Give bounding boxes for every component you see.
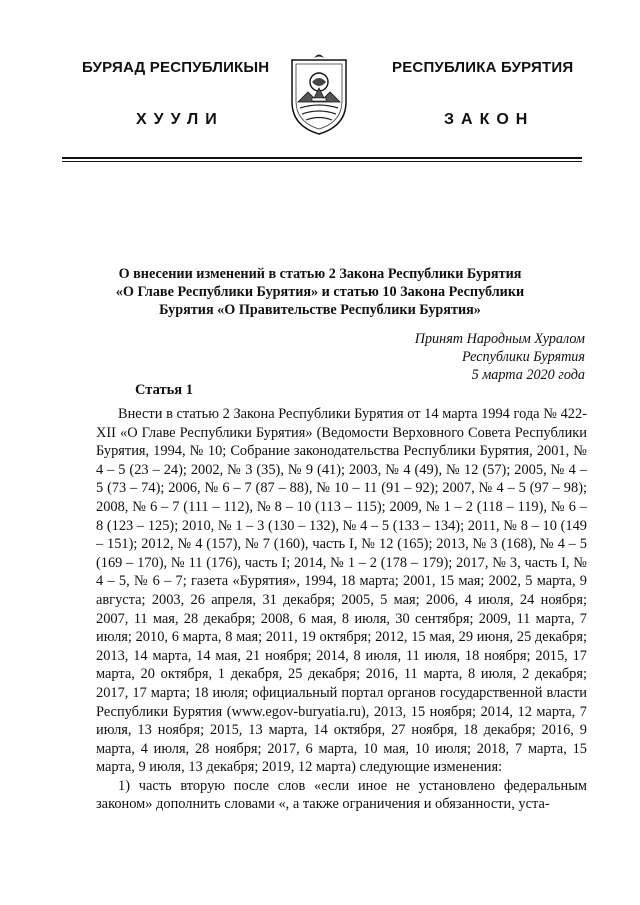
header-divider-thin <box>62 161 582 162</box>
law-title-line: Бурятия «О Правительстве Республики Бурятия» <box>159 302 481 318</box>
header-right-top: РЕСПУБЛИКА БУРЯТИЯ <box>392 59 574 76</box>
header-left-bottom: ХУУЛИ <box>136 111 224 128</box>
header-left-top: БУРЯАД РЕСПУБЛИКЫН <box>82 59 270 76</box>
header-divider-thick <box>62 157 582 159</box>
article-paragraph: Внести в статью 2 Закона Республики Бурятия от 14 марта 1994 года № 422-XII «О Главе Республики Бурятия» (Ведомости Верховного Совета Республики Бурятия, 1994, № 10; Собрание законодательства Республики Бурятия, 2001, № 4 – 5 (23 – 24); 2002, № 3 (35), № 9 (41); 2003, № 4 (49), № 12 (57); 2005, № 4 – 5 (73 – 74); 2006, № 6 – 7 (87 – 88), № 10 – 11 (91 – 92); 2007, № 4 – 5 (97 – 98); 2008, № 6 – 7 (111 – 112), № 8 – 10 (113 – 115); 2009, № 1 – 2 (118 – 119), № 6 – 8 (123 – 125); 2010, № 1 – 3 (130 – 132), № 4 – 5 (133 – 134); 2011, № 8 – 10 (149 – 151); 2012, № 4 (157), № 7 (160), часть I, № 12 (165); 2013, № 3 (168), № 4 – 5 (169 – 170), № 11 (176), часть I; 2014, № 1 – 2 (178 – 179); 2017, № 3, часть I, № 4 – 5, № 6 – 7; газета «Бурятия», 1994, 18 марта; 2001, 15 мая; 2002, 5 марта, 9 августа; 2003, 26 апреля, 31 декабря; 2005, 5 мая; 2006, 4 июля, 24 ноября; 2007, 11 мая, 28 декабря; 2008, 6 мая, 8 июля, 30 сентября; 2009, 11 марта, 7 июля; 2010, 6 марта, 8 мая; 2011, 19 октября; 2012, 15 мая, 29 июня, 25 декабря; 2013, 14 марта, 14 мая, 21 ноября; 2014, 8 июля, 11 июля, 18 ноября; 2015, 17 марта, 20 октября, 1 декабря, 25 декабря; 2016, 11 марта, 8 июля, 2 декабря; 2017, 17 марта; 18 июля; официальный портал органов государственной власти Республики Бурятия (www.egov-buryatia.ru), 2013, 15 ноября; 2014, 12 марта, 7 июля, 13 ноября; 2015, 13 марта, 14 октября, 27 ноября, 18 декабря; 2016, 9 марта, 4 июля, 28 ноября; 2017, 6 марта, 10 мая, 10 июля; 2018, 7 марта, 15 марта, 9 июля, 13 декабря; 2019, 12 марта) следующие изменения: <box>96 406 587 776</box>
law-title-line: «О Главе Республики Бурятия» и статью 10 Закона Республики <box>115 284 525 300</box>
article-body <box>96 405 587 814</box>
article-heading: Статья 1 <box>135 382 193 398</box>
article-paragraph: 1) часть вторую после слов «если иное не установлено федеральным законом» дополнить словами «, а также ограничения и обязанности, уста- <box>96 777 587 813</box>
adoption-note <box>415 330 585 384</box>
coat-of-arms-emblem <box>288 52 350 136</box>
header-right-bottom: ЗАКОН <box>444 111 535 128</box>
adoption-note-line: Республики Бурятия <box>461 349 585 365</box>
adoption-note-line: Принят Народным Хуралом <box>414 331 585 347</box>
law-title <box>100 265 540 319</box>
law-title-line: О внесении изменений в статью 2 Закона Республики Бурятия <box>118 266 522 282</box>
adoption-date: 5 марта 2020 года <box>471 367 585 383</box>
